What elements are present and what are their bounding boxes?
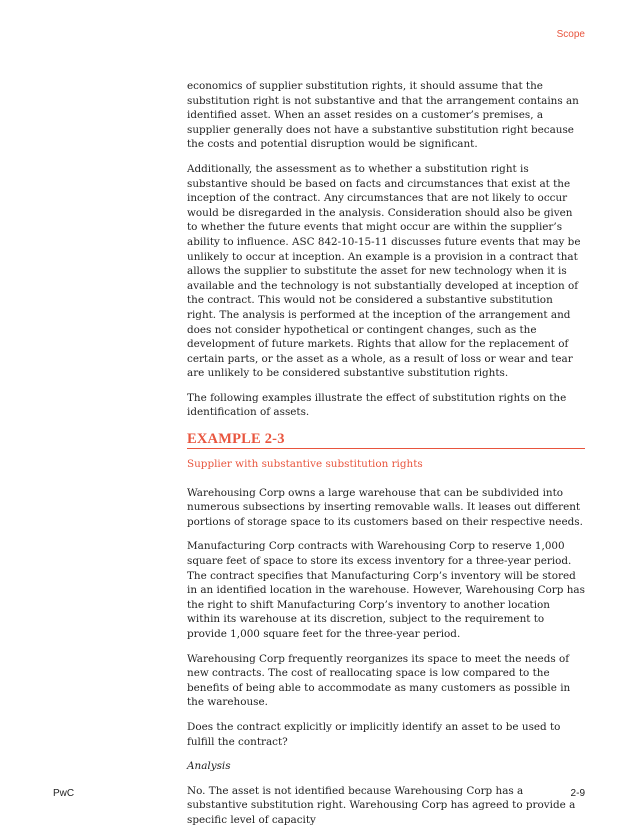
footer-firm-name: PwC [53, 788, 75, 799]
example-paragraph-2: Manufacturing Corp contracts with Warehousing Corp to reserve 1,000 square feet of space to store its excess inventory for a three-year period. The contract specifies that Manufacturing Corp’s inventory will be stored in an identified location in the warehouse. However, Warehousing Corp has the right to shift Manufacturing Corp’s inventory to another location within its warehouse at its discretion, subject to the requirement to provide 1,000 square feet for the three-year period. [187, 540, 585, 640]
body-paragraph-1: economics of supplier substitution rights, it should assume that the substitution right is not substantive and that the arrangement contains an identified asset. When an asset resides on a customer’s premises, a supplier generally does not have a substantive substitution right because the costs and potential disruption would be significant. [187, 80, 579, 151]
body-paragraph-2: Additionally, the assessment as to whether a substitution right is substantive should be based on facts and circumstances that exist at the inception of the contract. Any circumstances that are not likely to occur would be disregarded in the analysis. Consideration should also be given to whether the future events that might occur are within the supplier’s ability to influence. ASC 842-10-15-11 discusses future events that may be unlikely to occur at inception. An example is a provision in a contract that allows the supplier to substitute the asset for new technology when it is available and the technology is not substantially developed at inception of the contract. This would not be considered a substantive substitution right. The analysis is performed at the inception of the arrangement and does not consider hypothetical or contingent changes, such as the development of future markets. Rights that allow for the replacement of certain parts, or the asset as a whole, as a result of loss or wear and tear are unlikely to be considered substantive substitution rights. [187, 162, 581, 380]
example-heading: EXAMPLE 2-3 [187, 431, 285, 448]
body-paragraph-3: The following examples illustrate the effect of substitution rights on the identification of assets. [187, 391, 567, 419]
example-block [187, 430, 585, 827]
example-divider [187, 448, 585, 449]
example-question: Does the contract explicitly or implicitly identify an asset to be used to fulfill the contract? [187, 720, 561, 748]
example-subtitle: Supplier with substantive substitution rights [187, 458, 423, 471]
page-body [187, 79, 585, 838]
section-header: Scope [556, 29, 585, 40]
analysis-label: Analysis [187, 760, 231, 773]
analysis-text: No. The asset is not identified because Warehousing Corp has a substantive substitution right. Warehousing Corp has agreed to provide a specific level of capacity [187, 784, 576, 826]
example-paragraph-1: Warehousing Corp owns a large warehouse that can be subdivided into numerous subsections by inserting removable walls. It leases out different portions of storage space to its customers based on their respective needs. [187, 486, 583, 528]
footer-page-number: 2-9 [570, 788, 585, 799]
example-paragraph-3: Warehousing Corp frequently reorganizes its space to meet the needs of new contracts. The cost of reallocating space is low compared to the benefits of being able to accommodate as many customers as possible in the warehouse. [187, 652, 571, 709]
